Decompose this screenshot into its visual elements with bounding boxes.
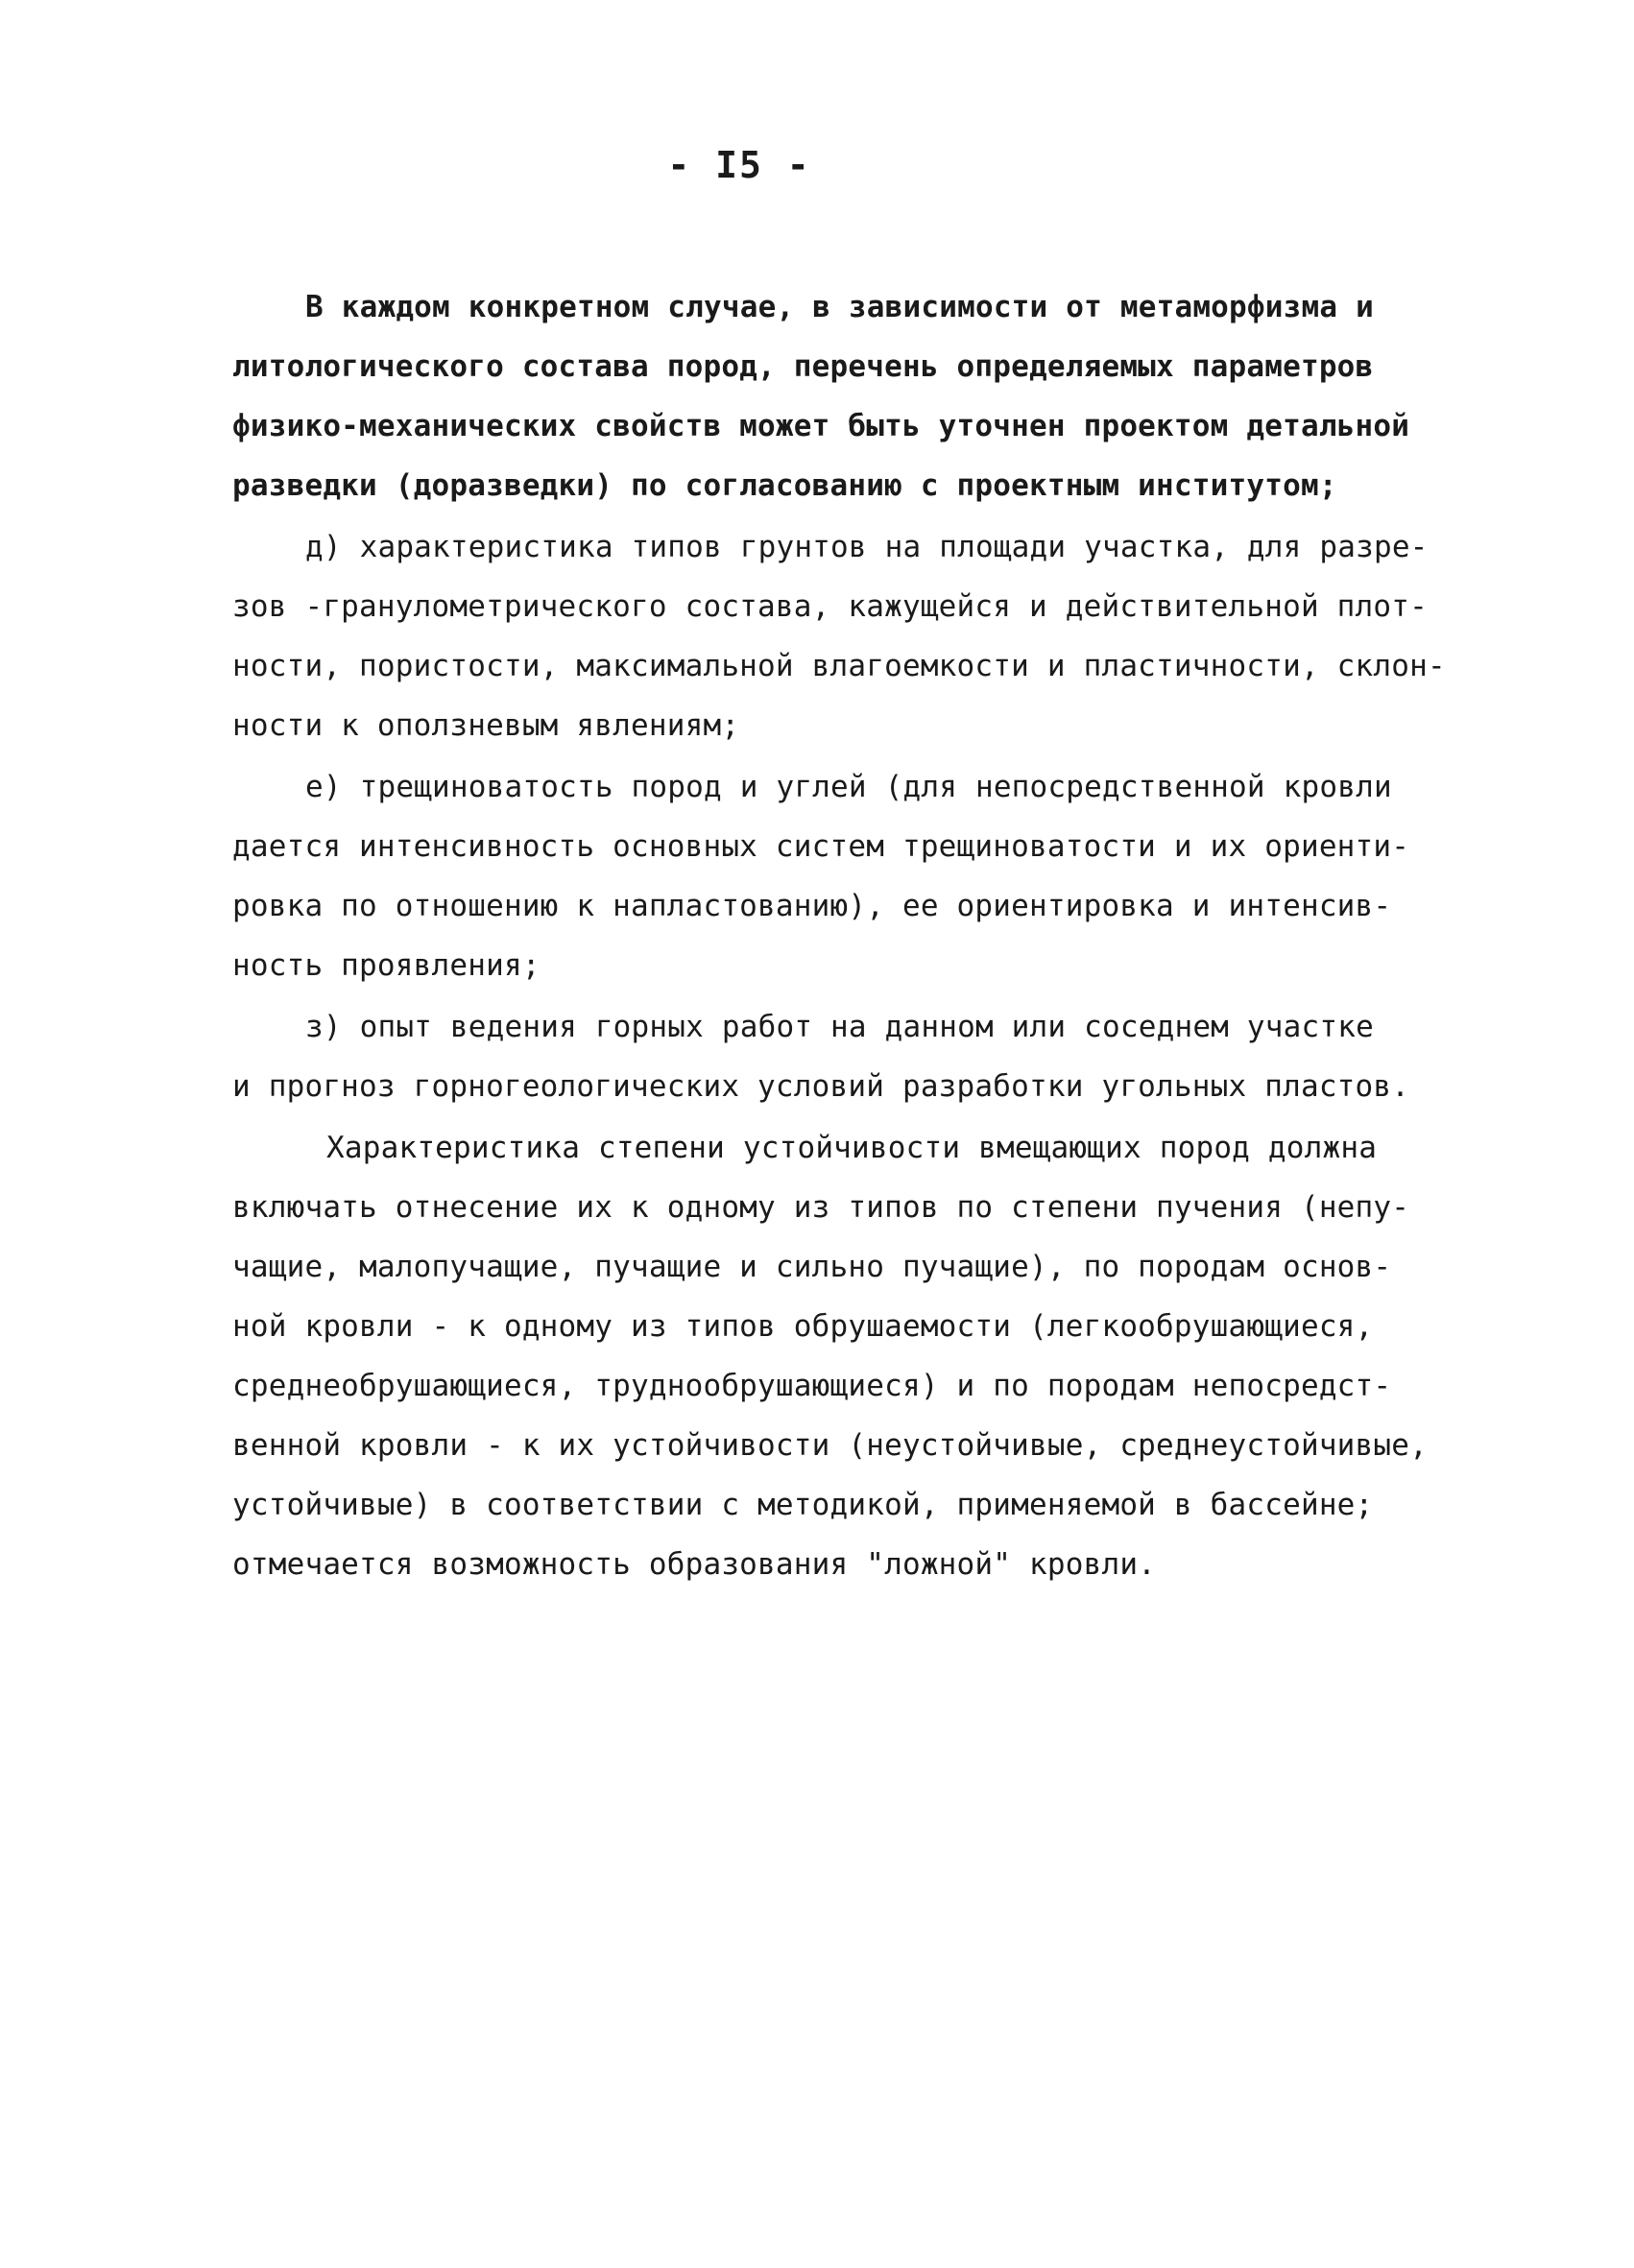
paragraph-5-line-2: включать отнесение их к одному из типов по степени пучения (непу- [232, 1190, 1410, 1225]
page-number: - I5 - [667, 144, 811, 186]
paragraph-3-line-4: ность проявления; [232, 948, 541, 983]
paragraph-2-line-2: зов -гранулометрического состава, кажущейся и действительной плот- [232, 589, 1428, 624]
paragraph-5-line-3: чащие, малопучащие, пучащие и сильно пучащие), по породам основ- [232, 1250, 1392, 1284]
paragraph-2-line-3: ности, пористости, максимальной влагоемкости и пластичности, склон- [232, 649, 1446, 683]
paragraph-5-line-7: устойчивые) в соответствии с методикой, применяемой в бассейне; [232, 1488, 1374, 1522]
paragraph-2-line-4: ности к оползневым явлениям; [232, 708, 740, 743]
paragraph-3-line-2: дается интенсивность основных систем трещиноватости и их ориенти- [232, 829, 1410, 864]
paragraph-5-line-6: венной кровли - к их устойчивости (неустойчивые, среднеустойчивые, [232, 1428, 1428, 1463]
paragraph-3-line-3: ровка по отношению к напластованию), ее ориентировка и интенсив- [232, 889, 1392, 923]
paragraph-1-line-4: разведки (доразведки) по согласованию с проектным институтом; [232, 468, 1337, 503]
paragraph-2-line-1: д) характеристика типов грунтов на площади участка, для разре- [305, 530, 1429, 564]
paragraph-1-line-2: литологического состава пород, перечень определяемых параметров [232, 349, 1374, 384]
paragraph-1-line-3: физико-механических свойств может быть уточнен проектом детальной [232, 409, 1410, 443]
paragraph-3-line-1: е) трещиноватость пород и углей (для непосредственной кровли [305, 770, 1392, 804]
paragraph-4-line-2: и прогноз горногеологических условий разработки угольных пластов. [232, 1069, 1410, 1104]
paragraph-5-line-1: Характеристика степени устойчивости вмещающих пород должна [326, 1131, 1378, 1165]
paragraph-5-line-8: отмечается возможность образования "ложной" кровли. [232, 1547, 1157, 1582]
paragraph-1-line-1: В каждом конкретном случае, в зависимости от метаморфизма и [305, 290, 1374, 324]
paragraph-4-line-1: з) опыт ведения горных работ на данном или соседнем участке [305, 1010, 1374, 1044]
paragraph-5-line-5: среднеобрушающиеся, труднообрушающиеся) и по породам непосредст- [232, 1369, 1392, 1403]
paragraph-5-line-4: ной кровли - к одному из типов обрушаемости (легкообрушающиеся, [232, 1309, 1374, 1344]
